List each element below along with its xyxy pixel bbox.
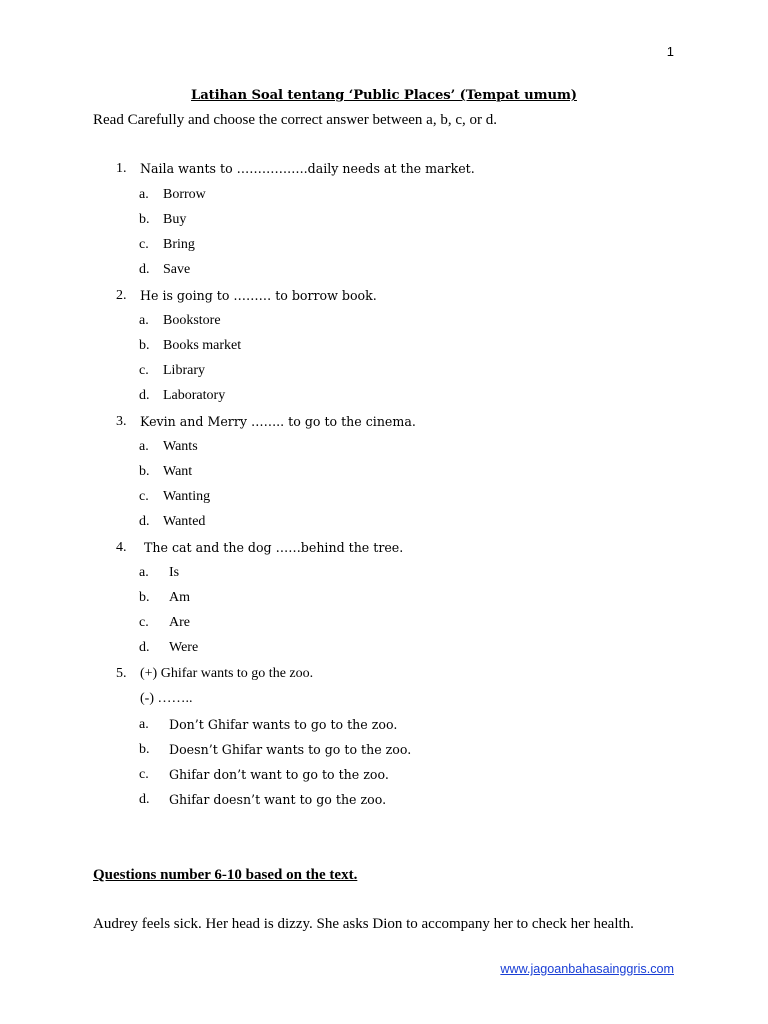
option-letter: a. — [139, 439, 149, 454]
page-number: 1 — [666, 44, 674, 59]
option-text: Are — [169, 615, 190, 630]
option-text: Bookstore — [163, 313, 221, 328]
option-letter: d. — [139, 792, 150, 807]
option-text: Wants — [163, 439, 198, 454]
option-text: Doesn’t Ghifar wants to go to the zoo. — [169, 742, 412, 757]
option-text: Library — [163, 363, 205, 378]
option-letter: d. — [139, 640, 150, 655]
question-number: 1. — [116, 161, 127, 176]
option-text: Is — [169, 565, 180, 580]
option-letter: c. — [139, 363, 149, 378]
option-letter: a. — [139, 313, 149, 328]
question-text: The cat and the dog ……behind the tree. — [144, 540, 404, 555]
reading-passage: Audrey feels sick. Her head is dizzy. She asks Dion to accompany her to check her health. — [93, 916, 634, 932]
option-text: Books market — [163, 338, 242, 353]
option-text: Wanting — [163, 489, 211, 504]
option-text: Don’t Ghifar wants to go to the zoo. — [169, 717, 398, 732]
option-text: Ghifar doesn’t want to go the zoo. — [169, 792, 387, 807]
option-text: Ghifar don’t want to go to the zoo. — [169, 767, 389, 782]
instruction-text: Read Carefully and choose the correct answer between a, b, c, or d. — [93, 112, 497, 128]
option-text: Am — [169, 590, 190, 605]
option-text: Bring — [163, 237, 195, 252]
question-number: 2. — [116, 288, 127, 303]
question-number: 5. — [116, 666, 127, 681]
option-letter: a. — [139, 187, 149, 202]
option-letter: d. — [139, 388, 150, 403]
question-text: Naila wants to ……………..daily needs at the market. — [140, 161, 475, 176]
option-letter: b. — [139, 742, 150, 757]
option-letter: c. — [139, 767, 149, 782]
option-letter: b. — [139, 590, 150, 605]
option-letter: c. — [139, 615, 149, 630]
option-letter: d. — [139, 262, 150, 277]
question-text: He is going to ……… to borrow book. — [140, 288, 377, 303]
option-letter: b. — [139, 338, 150, 353]
option-letter: a. — [139, 717, 149, 732]
option-letter: c. — [139, 489, 149, 504]
option-text: Borrow — [163, 187, 206, 202]
section-heading: Questions number 6-10 based on the text. — [93, 867, 358, 883]
question-subtext: (-) …….. — [140, 691, 193, 706]
option-text: Laboratory — [163, 388, 226, 403]
option-text: Save — [163, 262, 191, 277]
option-text: Wanted — [163, 514, 206, 529]
option-letter: d. — [139, 514, 150, 529]
page-title: Latihan Soal tentang ‘Public Places’ (Tempat umum) — [191, 88, 577, 103]
footer-website-link[interactable]: www.jagoanbahasainggris.com — [500, 962, 674, 976]
question-text: Kevin and Merry …….. to go to the cinema. — [140, 414, 416, 429]
option-letter: b. — [139, 212, 150, 227]
option-text: Buy — [163, 212, 187, 227]
option-text: Want — [163, 464, 193, 479]
option-text: Were — [169, 640, 199, 655]
question-number: 3. — [116, 414, 127, 429]
option-letter: c. — [139, 237, 149, 252]
option-letter: b. — [139, 464, 150, 479]
option-letter: a. — [139, 565, 149, 580]
question-number: 4. — [116, 540, 127, 555]
question-text: (+) Ghifar wants to go the zoo. — [140, 666, 314, 681]
